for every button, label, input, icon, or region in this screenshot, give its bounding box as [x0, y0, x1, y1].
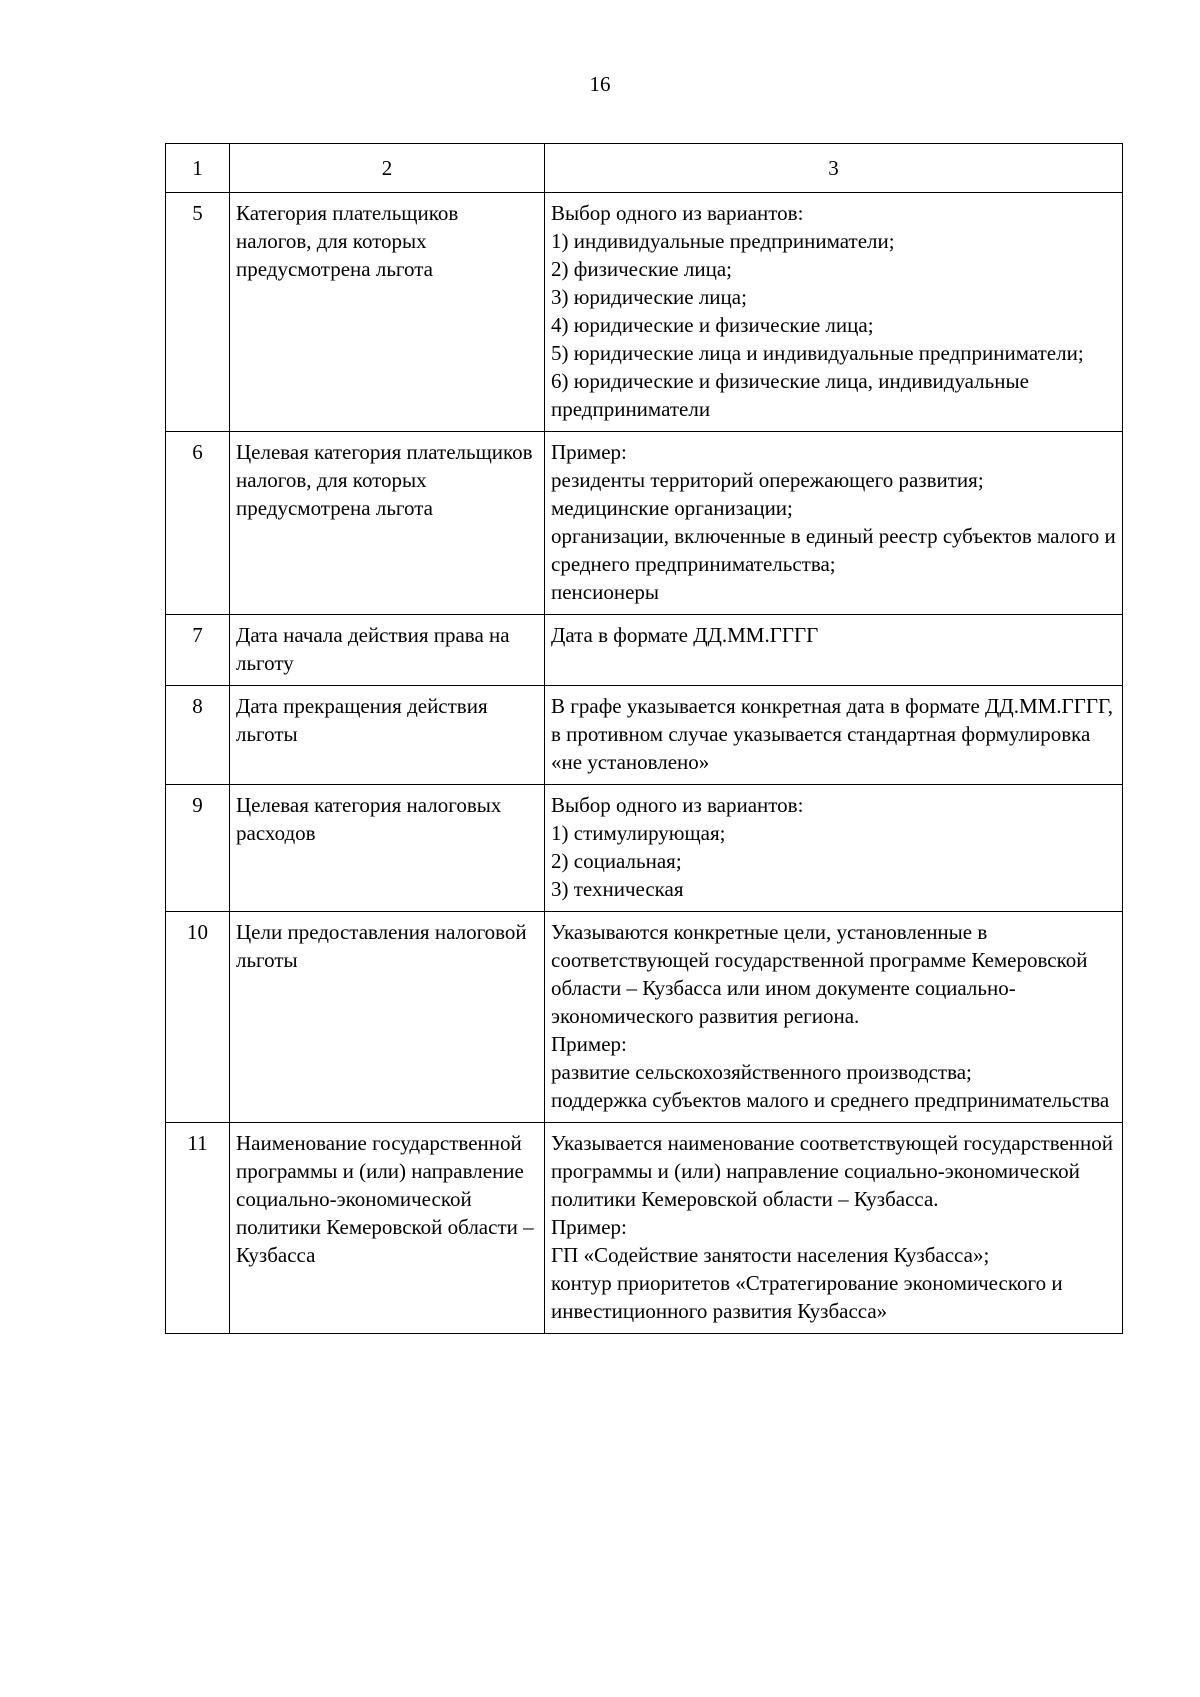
column-number-1: 1: [166, 144, 230, 193]
row-field-value: Выбор одного из вариантов: 1) индивидуальные предприниматели; 2) физические лица; 3) юридические лица; 4) юридические и физические лица; 5) юридические лица и индивидуальные предприниматели; 6) юридические и физические лица, индивидуальные предприниматели: [545, 193, 1123, 432]
row-field-value: Указывается наименование соответствующей государственной программы и (или) направление социально-экономической политики Кемеровской области – Кузбасса. Пример: ГП «Содействие занятости населения Кузбасса»; контур приоритетов «Стратегирование экономического и инвестиционного развития Кузбасса»: [545, 1123, 1123, 1334]
page-number: 16: [589, 72, 611, 96]
table-row: [166, 785, 1123, 912]
table-row: [166, 1123, 1123, 1334]
row-field-name: Дата прекращения действия льготы: [230, 686, 545, 785]
row-field-name: Целевая категория налоговых расходов: [230, 785, 545, 912]
row-number: 10: [166, 912, 230, 1123]
row-field-value: В графе указывается конкретная дата в формате ДД.ММ.ГГГГ, в противном случае указывается стандартная формулировка «не установлено»: [545, 686, 1123, 785]
row-number: 6: [166, 432, 230, 615]
row-field-name: Дата начала действия права на льготу: [230, 615, 545, 686]
row-field-value: Пример: резиденты территорий опережающего развития; медицинские организации; организации, включенные в единый реестр субъектов малого и среднего предпринимательства; пенсионеры: [545, 432, 1123, 615]
row-number: 9: [166, 785, 230, 912]
row-field-value: Выбор одного из вариантов: 1) стимулирующая; 2) социальная; 3) техническая: [545, 785, 1123, 912]
document-table: [165, 143, 1123, 1334]
table-header-row: [166, 144, 1123, 193]
row-field-name: Цели предоставления налоговой льготы: [230, 912, 545, 1123]
table-row: [166, 193, 1123, 432]
table-row: [166, 912, 1123, 1123]
row-field-value: Указываются конкретные цели, установленные в соответствующей государственной программе Кемеровской области – Кузбасса или ином документе социально-экономического развития региона. Пример: развитие сельскохозяйственного производства; поддержка субъектов малого и среднего предпринимательства: [545, 912, 1123, 1123]
table-row: [166, 432, 1123, 615]
row-field-name: Категория плательщиков налогов, для которых предусмотрена льгота: [230, 193, 545, 432]
row-number: 8: [166, 686, 230, 785]
table-row: [166, 686, 1123, 785]
row-field-name: Наименование государственной программы и (или) направление социально-экономической политики Кемеровской области – Кузбасса: [230, 1123, 545, 1334]
row-number: 7: [166, 615, 230, 686]
row-field-name: Целевая категория плательщиков налогов, для которых предусмотрена льгота: [230, 432, 545, 615]
row-field-value: Дата в формате ДД.ММ.ГГГГ: [545, 615, 1123, 686]
column-number-2: 2: [230, 144, 545, 193]
row-number: 5: [166, 193, 230, 432]
column-number-3: 3: [545, 144, 1123, 193]
table-row: [166, 615, 1123, 686]
row-number: 11: [166, 1123, 230, 1334]
